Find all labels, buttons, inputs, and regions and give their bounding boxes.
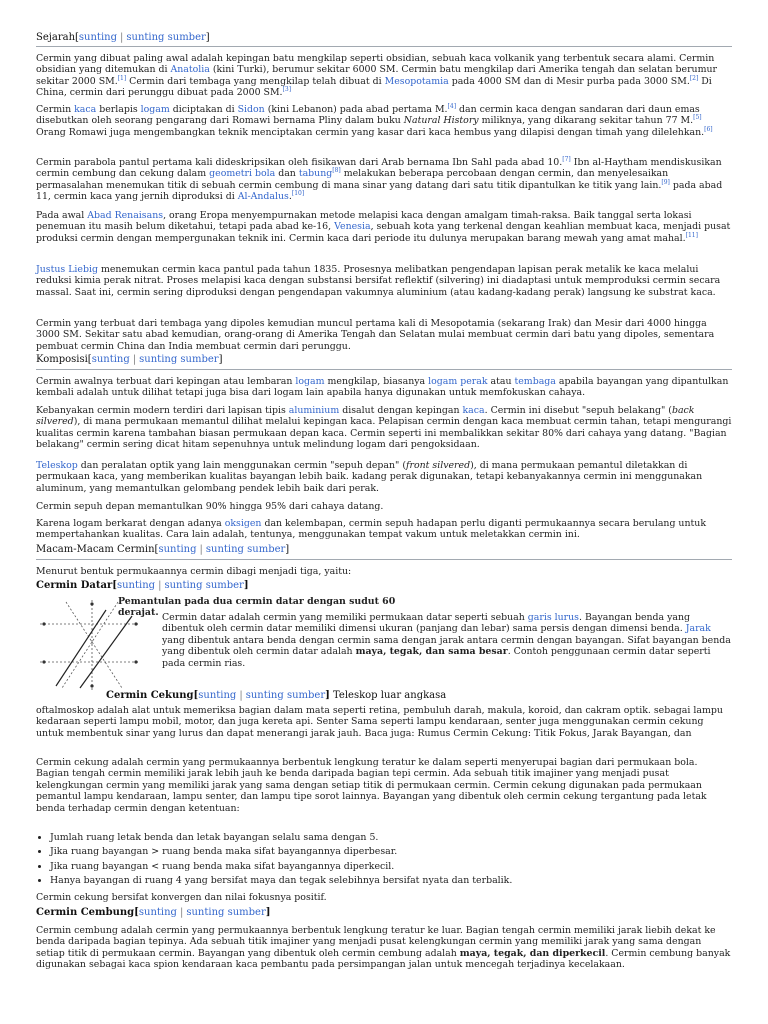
edit-link[interactable]: sunting: [198, 690, 237, 701]
link-tembaga[interactable]: tembaga: [514, 376, 556, 387]
paragraph: Cermin yang dibuat paling awal adalah kepingan batu mengkilap seperti obsidian, sebuah kaca volkanik yang terbentuk secara alami. Cermin obsidian yang ditemukan di Anatolia (kini Turki), berumur sekitar 6000 SM. Cermin batu mengkilap dari Amerika tengah dan selatan berumur sekitar 2000 SM.[1] Cermin dari tembaga yang mengkilap telah dibuat di Mesopotamia pada 4000 SM dan di Mesir purba pada 3000 SM.[2] Di China, cermin dari perunggu dibuat pada 2000 SM.[3]: [36, 53, 717, 99]
ref[interactable]: [6]: [704, 125, 713, 133]
link-tabung[interactable]: tabung: [298, 168, 333, 180]
link-anatolia[interactable]: Anatolia: [170, 64, 210, 76]
separator: |: [120, 32, 124, 43]
edit-source-link[interactable]: sunting sumber: [164, 580, 244, 591]
paragraph: Cermin kaca berlapis logam diciptakan di Sidon (kini Lebanon) pada abad pertama M.[4] dan cermin kaca dengan sandaran dari daun emas disebutkan oleh seorang pengarang dari Romawi bernama Pliny dalam buku Natural History miliknya, yang dikarang sekitar tahun 77 M.[5] Orang Romawi juga mengembangkan teknik menciptakan cermin yang kasar dari kaca hembus yang dilapisi dengan timah yang dilelehkan.[6]: [36, 102, 713, 138]
section-divider: [36, 559, 732, 560]
section-heading-sejarah: Sejarah[sunting | sunting sumber]: [36, 32, 210, 43]
ref[interactable]: [5]: [693, 114, 702, 122]
edit-link[interactable]: sunting: [158, 544, 197, 555]
link-jarak[interactable]: Jarak: [685, 623, 711, 635]
separator: |: [158, 580, 162, 591]
link-abad-renaisans[interactable]: Abad Renaisans: [87, 210, 164, 221]
ref[interactable]: [1]: [117, 74, 127, 82]
link-justus-liebig[interactable]: Justus Liebig: [36, 264, 98, 275]
paragraph: Cermin yang terbuat dari tembaga yang dipoles kemudian muncul pertama kali di Mesopotamia (sekarang Irak) dan Mesir dari 4000 hingga 3000 SM. Sekitar satu abad kemudian, orang-orang di Amerika Tengah dan Selatan mulai membuat cermin dari batu yang dipoles, sementara pembuat cermin China dan India membuat cermin dari perunggu.: [36, 318, 715, 352]
list-item: • Hanya bayangan di ruang 4 yang bersifat maya dan tegak selebihnya bersifat nyata dan terbalik.: [50, 875, 746, 886]
link-al-andalus[interactable]: Al-Andalus: [237, 191, 289, 203]
edit-source-link[interactable]: sunting sumber: [245, 690, 326, 701]
section-title: Sejarah: [36, 32, 76, 43]
paragraph: Menurut bentuk permukaannya cermin dibagi menjadi tiga, yaitu:: [36, 566, 352, 577]
section-divider: [36, 46, 732, 47]
mirror-lines: [56, 610, 132, 688]
link-kaca[interactable]: kaca: [74, 104, 97, 115]
ref[interactable]: [2]: [689, 74, 699, 82]
ref[interactable]: [7]: [562, 155, 571, 163]
edit-link[interactable]: sunting: [138, 907, 177, 918]
figure-caption: Pemantulan pada dua cermin datar dengan sudut 60 derajat.: [118, 596, 396, 619]
paragraph: Pada awal Abad Renaisans, orang Eropa menyempurnakan metode melapisi kaca dengan amalgam timah-raksa. Baik tanggal serta lokasi penemuan itu masih belum diketahui, tetapi pada abad ke-16, Venesia, sebuah kota yang terkenal dengan keahlian membuat kaca, menjadi pusat produksi cermin dengan mempergunakan teknik ini. Cermin kaca dari periode itu dulunya merupakan barang mewah yang amat mahal.[11]: [36, 210, 731, 244]
paragraph: Cermin awalnya terbuat dari kepingan atau lembaran logam mengkilap, biasanya logam perak atau tembaga apabila bayangan yang dipantulkan kembali adalah untuk dilihat tetapi juga bisa dari logam lain apabila hanya digunakan untuk memfokuskan cahaya.: [36, 376, 729, 399]
edit-link[interactable]: sunting: [78, 32, 117, 43]
ref[interactable]: [3]: [282, 86, 292, 94]
paragraph: Cermin cembung adalah cermin yang permukaannya berbentuk lengkung teratur ke luar. Bagian tengah cermin memiliki jarak liebih dekat ke benda daripada bagian tepinya. Ada sebuah titik imajiner yang menjadi pusat kelengkungan cermin yang memiliki jarak yang sama dengan setiap titik di permukaan cermin. Bayangan yang dibentuk oleh cermin cembung adalah maya, tegak, dan diperkecil. Cermin cembung banyak digunakan sebagai kaca spion kendaraan kaca pembantu pada persimpangan jalan untuk mencegah terjadinya kecelakaan.: [36, 925, 731, 971]
subheading-title: Cermin Cekung: [106, 690, 194, 701]
link-kaca[interactable]: kaca: [462, 405, 485, 416]
ref[interactable]: [8]: [332, 167, 341, 175]
link-teleskop[interactable]: Teleskop: [36, 460, 78, 471]
link-aluminium[interactable]: aluminium: [288, 405, 340, 416]
link-sidon[interactable]: Sidon: [237, 104, 265, 115]
link-garis-lurus[interactable]: garis lurus: [527, 612, 579, 623]
image-caption: Teleskop luar angkasa: [329, 690, 447, 701]
section-divider: [36, 369, 732, 370]
subheading-title: Cermin Datar: [36, 580, 113, 591]
paragraph: Karena logam berkarat dengan adanya oksigen dan kelembapan, cermin sepuh hadapan perlu diganti permukaannya secara berulang untuk mempertahankan kualitas. Cara lain adalah, tentunya, menggunakan tempat vakum untuk meletakkan cermin ini.: [36, 518, 706, 541]
paragraph: Cermin cekung adalah cermin yang permukaannya berbentuk lengkung teratur ke dalam seperti menyerupai bagian dari permukaan bola. Bagian tengah cermin memiliki jarak lebih jauh ke benda daripada bagian tepi cermin. Ada sebuah titik imajiner yang menjadi pusat kelengkungan cermin yang memiliki jarak yang sama dengan setiap titik di permukaan cermin. Cermin cekung digunakan pada permukaan pemantul lampu kendaraan, lampu senter, dan lampu tipe sorot lainnya. Bayangan yang dibentuk oleh cermin cekung tergantung pada letak benda terhadap cermin dengan ketentuan:: [36, 757, 707, 814]
subheading-cermin-datar: Cermin Datar[sunting | sunting sumber]: [36, 580, 249, 591]
subheading-cermin-cembung: Cermin Cembung[sunting | sunting sumber]: [36, 907, 271, 918]
list-item: • Jumlah ruang letak benda dan letak bayangan selalu sama dengan 5.: [50, 832, 746, 843]
link-logam-perak[interactable]: logam perak: [428, 376, 488, 387]
list-item: • Jika ruang bayangan < ruang benda maka sifat bayangannya diperkecil.: [50, 861, 746, 872]
edit-source-link[interactable]: sunting sumber: [139, 354, 219, 365]
section-title: Komposisi: [36, 354, 88, 365]
ref[interactable]: [9]: [661, 178, 670, 186]
paragraph: Justus Liebig menemukan cermin kaca pantul pada tahun 1835. Prosesnya melibatkan pengendapan lapisan perak metalik ke kaca melalui reduksi kimia perak nitrat. Proses melapisi kaca dengan substansi bersifat reflektif (silvering) ini diadaptasi untuk memproduksi cermin secara massal. Saat ini, cermin sering diproduksi dengan pengendapan vakumnya aluminium (atau kadang-kadang perak) langsung ke substrat kaca.: [36, 264, 721, 298]
separator: |: [179, 907, 184, 918]
list-item: • Jika ruang bayangan > ruang benda maka sifat bayangannya diperbesar.: [50, 846, 746, 857]
link-logam[interactable]: logam: [140, 104, 170, 115]
section-title: Macam-Macam Cermin: [36, 544, 155, 555]
paragraph: Cermin sepuh depan memantulkan 90% hingga 95% dari cahaya datang.: [36, 501, 384, 512]
separator: |: [199, 544, 203, 555]
ref[interactable]: [4]: [447, 102, 457, 110]
section-heading-komposisi: Komposisi[sunting | sunting sumber]: [36, 354, 223, 365]
edit-source-link[interactable]: sunting sumber: [186, 907, 266, 918]
paragraph: Kebanyakan cermin modern terdiri dari lapisan tipis aluminium disalut dengan kepingan kaca. Cermin ini disebut "sepuh belakang" (back silvered), di mana permukaan memantul dilihat melalui kepingan kaca. Pelapisan cermin dengan kaca membuat cermin tahan, tetapi mengurangi kualitas cermin karena tambahan biasan permukaan depan kaca. Cermin seperti ini membalikkan sekitar 80% dari cahaya yang datang. "Bagian belakang" cermin sering dicat hitam sepenuhnya untuk melindung logam dari pengoksidaan.: [36, 405, 732, 451]
subheading-title: Cermin Cembung: [36, 907, 135, 918]
link-mesopotamia[interactable]: Mesopotamia: [384, 75, 449, 87]
separator: |: [239, 690, 243, 701]
ref[interactable]: [11]: [685, 231, 698, 239]
edit-source-link[interactable]: sunting sumber: [126, 32, 206, 43]
paragraph: oftalmoskop adalah alat untuk memeriksa bagian dalam mata seperti retina, pembuluh darah, makula, koroid, dan cakram optik. sebagai lampu kedaraan seperti lampu mobil, motor, dan juga kereta api. Senter Sama seperti lampu kendaraan, senter juga menggunakan cermin cekung untuk membentuk sinar yang lurus dan dapat menerangi jarak jauh. Baca juga: Rumus Cermin Cekung: Titik Fokus, Jarak Bayangan, dan: [36, 705, 723, 739]
link-geometri-bola[interactable]: geometri bola: [209, 168, 276, 180]
separator: |: [132, 354, 137, 365]
edit-source-link[interactable]: sunting sumber: [205, 544, 286, 555]
rules-list: [36, 832, 746, 890]
link-logam[interactable]: logam: [295, 376, 325, 387]
paragraph: Cermin parabola pantul pertama kali dideskripsikan oleh fisikawan dari Arab bernama Ibn Sahl pada abad 10.[7] Ibn al-Haytham mendiskusikan cermin cembung dan cekung dalam geometri bola dan tabung[8] melakukan beberapa percobaan dengan cermin, dan menyelesaikan permasalahan menemukan titik di sebuah cermin cembung di mana sinar yang datang dari satu titik dipantulkan ke titik yang lain.[9] pada abad 11, cermin kaca yang jernih diproduksi di Al-Andalus.[10]: [36, 155, 723, 203]
section-heading-macam: Macam-Macam Cermin[sunting | sunting sumber]: [36, 544, 290, 555]
ref[interactable]: [10]: [291, 190, 305, 198]
link-oksigen[interactable]: oksigen: [224, 518, 262, 529]
paragraph: Teleskop dan peralatan optik yang lain menggunakan cermin "sepuh depan" (front silvered), di mana permukaan pemantul diletakkan di permukaan kaca, yang memberikan kualitas bayangan lebih baik. kadang perak digunakan, tetapi kebanyakannya cermin ini menggunakan aluminum, yang memantulkan gelombang pendek lebih baik dari perak.: [36, 460, 703, 494]
edit-link[interactable]: sunting: [91, 354, 130, 365]
paragraph: Cermin cekung bersifat konvergen dan nilai fokusnya positif.: [36, 892, 327, 903]
link-venesia[interactable]: Venesia: [334, 221, 371, 233]
edit-link[interactable]: sunting: [116, 580, 156, 591]
paragraph: Cermin datar adalah cermin yang memiliki permukaan datar seperti sebuah garis lurus. Bayangan benda yang dibentuk oleh cermin datar memiliki dimensi ukuran (panjang dan lebar) sama persis dengan dimensi benda. Jarak yang dibentuk antara benda dengan cermin sama dengan jarak antara cermin dengan bayangan. Sifat bayangan benda yang dibentuk oleh cermin datar adalah maya, tegak, dan sama besar. Contoh penggunaan cermin datar seperti pada cermin rias.: [162, 612, 731, 669]
subheading-cermin-cekung: Cermin Cekung[sunting | sunting sumber] Teleskop luar angkasa: [106, 690, 447, 701]
